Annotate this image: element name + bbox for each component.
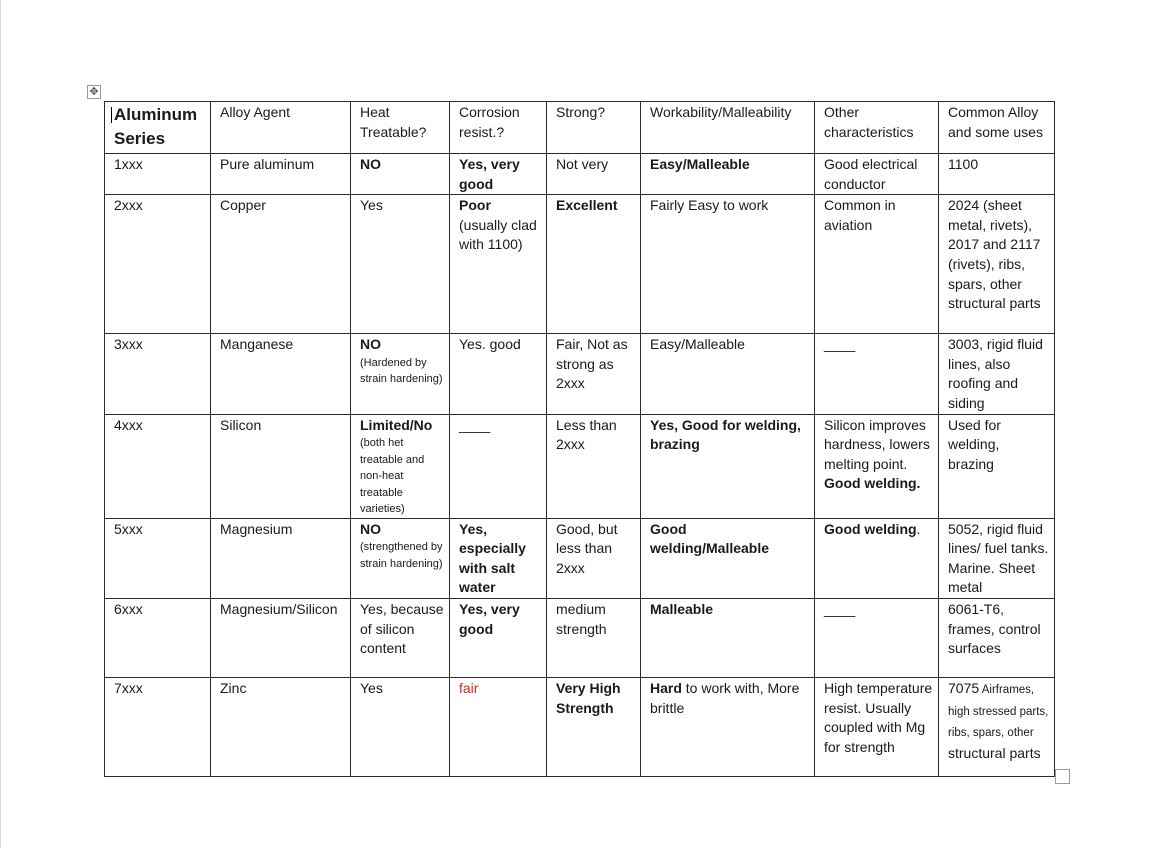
table-cell[interactable]: [450, 414, 547, 518]
corrosion-text: Yes, especially with salt water: [459, 520, 526, 596]
table-move-handle-icon[interactable]: ✥: [87, 85, 101, 99]
strong-text: Not very: [556, 156, 609, 172]
table-cell[interactable]: [547, 334, 641, 414]
uses-tail: structural parts: [948, 744, 1041, 761]
table-cell[interactable]: [450, 678, 547, 777]
table-cell[interactable]: [105, 678, 211, 777]
heat-text: Yes, because of silicon content: [360, 601, 444, 657]
heat-note: (strengthened by strain hardening): [360, 541, 443, 570]
workability-text: Yes, Good for welding, brazing: [650, 416, 801, 453]
table-row: [105, 518, 1055, 598]
table-cell[interactable]: [815, 599, 939, 678]
corrosion-text: Yes, very good: [459, 601, 520, 637]
table-cell[interactable]: [641, 678, 815, 777]
workability-text: to work with, More brittle: [650, 680, 800, 716]
table-cell[interactable]: [939, 334, 1055, 414]
table-cell[interactable]: [547, 678, 641, 777]
table-cell[interactable]: [939, 195, 1055, 334]
other-bold: Good welding.: [824, 475, 921, 492]
table-row: [105, 195, 1055, 334]
table-cell[interactable]: [450, 154, 547, 195]
series-text: 5xxx: [114, 520, 143, 537]
table-cell[interactable]: [211, 154, 351, 195]
agent-text: Manganese: [220, 336, 294, 353]
corrosion-note: (usually clad with 1100): [459, 216, 537, 253]
workability-bold: Hard: [650, 680, 682, 697]
table-cell[interactable]: [351, 599, 450, 678]
table-cell[interactable]: [547, 154, 641, 195]
table-row: [105, 334, 1055, 414]
header-cell[interactable]: [939, 102, 1055, 154]
header-cell[interactable]: [105, 102, 211, 154]
table-cell[interactable]: [815, 678, 939, 777]
table-cell[interactable]: [547, 599, 641, 678]
table-cell[interactable]: [547, 414, 641, 518]
table-cell[interactable]: [450, 599, 547, 678]
heat-text: Yes: [360, 680, 383, 697]
table-cell[interactable]: [641, 334, 815, 414]
header-series: Aluminum Series: [114, 105, 198, 148]
table-cell[interactable]: [641, 154, 815, 195]
table-row: [105, 678, 1055, 777]
table-cell[interactable]: [641, 414, 815, 518]
table-cell[interactable]: [450, 334, 547, 414]
other-tail: .: [916, 520, 921, 537]
corrosion-text: Poor: [459, 197, 491, 214]
other-text: Silicon improves hardness, lowers melting point.: [824, 416, 930, 472]
series-text: 6xxx: [114, 601, 143, 618]
strong-text: medium strength: [556, 601, 607, 637]
header-other: Other characteristics: [824, 104, 914, 140]
series-text: 7xxx: [114, 680, 143, 697]
table-cell[interactable]: [641, 518, 815, 598]
heat-note: (both het treatable and non-heat treatable varieties): [360, 437, 425, 516]
alloy-table: [104, 101, 1055, 777]
workability-text: Malleable: [650, 601, 714, 618]
table-cell[interactable]: [351, 154, 450, 195]
agent-text: Magnesium/Silicon: [220, 601, 338, 618]
uses-text: Used for welding, brazing: [948, 416, 1001, 472]
agent-text: Magnesium: [220, 520, 293, 537]
agent-text: Silicon: [220, 416, 262, 433]
table-cell[interactable]: [939, 599, 1055, 678]
table-cell[interactable]: [815, 334, 939, 414]
header-cell[interactable]: [351, 102, 450, 154]
uses-text: 1100: [948, 156, 979, 172]
workability-text: Easy/Malleable: [650, 156, 750, 172]
table-cell[interactable]: [211, 599, 351, 678]
page-edge: [0, 0, 1, 848]
corrosion-text: Yes, very good: [459, 156, 520, 192]
header-cell[interactable]: [815, 102, 939, 154]
table-row: [105, 414, 1055, 518]
table-cell[interactable]: [450, 195, 547, 334]
uses-text: 2024 (sheet metal, rivets), 2017 and 2117 (rivets), ribs, spars, other structural parts: [948, 197, 1041, 312]
heat-text: Limited/No: [360, 416, 433, 433]
table-cell[interactable]: [815, 195, 939, 334]
workability-text: Easy/Malleable: [650, 336, 745, 353]
heat-text: NO: [360, 336, 381, 353]
table-cell[interactable]: [351, 195, 450, 334]
table-resize-handle[interactable]: [1055, 769, 1070, 784]
table-cell[interactable]: [351, 414, 450, 518]
other-bold: Good welding: [824, 520, 917, 537]
strong-text: Fair, Not as strong as 2xxx: [556, 336, 628, 392]
strong-text: Very High Strength: [556, 680, 621, 716]
heat-note: (Hardened by strain hardening): [360, 356, 443, 386]
corrosion-text: ____: [459, 416, 491, 433]
header-strong: Strong?: [556, 104, 606, 120]
header-row: [105, 102, 1055, 154]
strong-text: Less than 2xxx: [556, 416, 617, 453]
series-text: 2xxx: [114, 197, 143, 214]
uses-text: Airframes, high stressed parts, ribs, spars, other: [948, 684, 1049, 740]
table-cell[interactable]: [641, 599, 815, 678]
series-text: 1xxx: [114, 156, 143, 172]
table-cell[interactable]: [351, 334, 450, 414]
table-cell[interactable]: [815, 518, 939, 598]
table-cell[interactable]: [641, 195, 815, 334]
other-text: ____: [824, 336, 856, 353]
table-cell[interactable]: [547, 195, 641, 334]
series-text: 4xxx: [114, 416, 143, 433]
agent-text: Zinc: [220, 680, 247, 697]
uses-code: 7075: [948, 680, 980, 697]
other-text: ____: [824, 601, 856, 618]
workability-text: Fairly Easy to work: [650, 197, 769, 214]
table-cell[interactable]: [351, 518, 450, 598]
heat-text: NO: [360, 156, 381, 172]
heat-text: NO: [360, 520, 381, 537]
heat-text: Yes: [360, 197, 383, 214]
corrosion-text: fair: [459, 680, 479, 697]
agent-text: Pure aluminum: [220, 156, 315, 172]
table-cell[interactable]: [939, 414, 1055, 518]
table-cell[interactable]: [351, 678, 450, 777]
workability-text: Good welding/Malleable: [650, 520, 770, 557]
table-cell[interactable]: [211, 195, 351, 334]
table-cell[interactable]: [105, 599, 211, 678]
header-cell[interactable]: [211, 102, 351, 154]
header-cell[interactable]: [547, 102, 641, 154]
series-text: 3xxx: [114, 336, 143, 353]
table-cell[interactable]: [105, 195, 211, 334]
table-cell[interactable]: [105, 414, 211, 518]
table-cell[interactable]: [211, 678, 351, 777]
table-cell[interactable]: [105, 518, 211, 598]
table-row: [105, 154, 1055, 195]
table-cell[interactable]: [939, 678, 1055, 777]
header-cell[interactable]: [641, 102, 815, 154]
uses-text: 3003, rigid fluid lines, also roofing and siding: [948, 336, 1043, 411]
table-cell[interactable]: [815, 154, 939, 195]
other-text: Common in aviation: [824, 197, 896, 233]
corrosion-text: Yes. good: [459, 336, 521, 353]
header-heat: Heat Treatable?: [360, 104, 427, 140]
table-cell[interactable]: [211, 414, 351, 518]
agent-text: Copper: [220, 197, 266, 214]
table-cell[interactable]: [105, 154, 211, 195]
table-cell[interactable]: [939, 154, 1055, 195]
header-uses: Common Alloy and some uses: [948, 104, 1043, 140]
table-cell[interactable]: [547, 518, 641, 598]
other-text: High temperature resist. Usually coupled with Mg for strength: [824, 680, 933, 755]
header-agent: Alloy Agent: [220, 104, 291, 120]
header-corrosion: Corrosion resist.?: [459, 104, 520, 140]
strong-text: Good, but less than 2xxx: [556, 520, 618, 576]
table-cell[interactable]: [939, 518, 1055, 598]
table-cell[interactable]: [211, 518, 351, 598]
header-cell[interactable]: [450, 102, 547, 154]
strong-text: Excellent: [556, 197, 618, 214]
uses-text: 5052, rigid fluid lines/ fuel tanks. Marine. Sheet metal: [948, 520, 1049, 596]
table-cell[interactable]: [211, 334, 351, 414]
table-cell[interactable]: [815, 414, 939, 518]
uses-text: 6061-T6, frames, control surfaces: [948, 601, 1041, 657]
table-cell[interactable]: [105, 334, 211, 414]
table-cell[interactable]: [450, 518, 547, 598]
table-row: [105, 599, 1055, 678]
header-workability: Workability/Malleability: [650, 104, 792, 120]
other-text: Good electrical conductor: [824, 156, 918, 192]
